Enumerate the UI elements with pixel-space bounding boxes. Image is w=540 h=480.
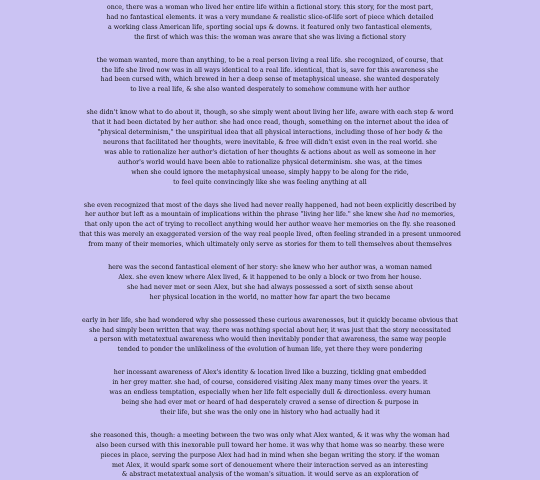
text-line: met Alex, it would spark some sort of denouement where their interaction served as an interesting — [111, 461, 429, 469]
text-line: a working class American life, sporting social ups & downs. it featured only two fantastical elements, — [107, 23, 433, 31]
text-line: their life, but she was the only one in history who had actually had it — [160, 408, 380, 416]
text-line: in her grey matter. she had, of course, considered visiting Alex many many times over the years. it — [112, 379, 428, 387]
text-line: was an endless temptation, especially when her life felt especially dull & directionless. every human — [109, 389, 431, 397]
paragraph-3 — [0, 108, 540, 187]
text-line: Alex. she even knew where Alex lived, & it happened to be only a block or two from her house. — [118, 273, 422, 281]
paragraph-8 — [0, 431, 540, 480]
text-line: was able to rationalize her author's dictation of her thoughts & actions about as well as someone in her — [104, 148, 436, 156]
text-line: she had never met or seen Alex, but she had always possessed a sort of sixth sense about — [127, 283, 413, 291]
text-line: she didn't know what to do about it, though, so she simply went about living her life, aware with each step & word — [86, 109, 454, 117]
text-line: the first of which was this: the woman was aware that she was living a fictional story — [134, 33, 406, 41]
text-line: a person with metatextual awareness who would then inevitably ponder that awareness, the same way people — [93, 336, 447, 344]
text-line: the life she lived now was in all ways identical to a real life. identical, that is, save for this awareness she — [101, 66, 439, 74]
text-line: had no fantastical elements. it was a very mundane & realistic slice-of-life sort of piece which detailed — [106, 13, 434, 21]
text-line: that it had been dictated by her author. she had once read, though, something on the internet about the idea of — [91, 119, 449, 127]
text-line: to live a real life, & she also wanted desperately to somehow commune with her author — [130, 86, 410, 94]
text-line: author's world would have been able to rationalize physical determinism. she was, at the times — [117, 158, 423, 166]
text-line: from many of their memories, which ultimately only serve as stories for them to tell themselves about themselves — [88, 241, 452, 249]
text-line: when she could ignore the metaphysical unease, simply happy to be along for the ride, — [131, 168, 409, 176]
text-line: she even recognized that most of the days she lived had never really happened, had not been explicitly described by — [83, 201, 457, 209]
text-line: early in her life, she had wondered why she possessed these curious awarenesses, but it quickly became obvious that — [82, 316, 458, 324]
text-line: neurons that facilitated her thoughts, were inevitable, & free will didn't exist even in the real world. she — [103, 138, 437, 146]
text-line: her physical location in the world, no matter how far apart the two became — [149, 293, 391, 301]
emphasis-text: had no — [397, 211, 420, 219]
text-line: being she had ever met or heard of had desperately craved a sense of direction & purpose in — [121, 399, 419, 406]
text-line-with-emphasis — [0, 210, 540, 220]
paragraph-1 — [0, 3, 540, 43]
text-segment: her author but left as a mountain of implications within the phrase "living her life." she knew she — [85, 211, 398, 219]
text-line: here was the second fantastical element of her story: she knew who her author was, a woman named — [108, 264, 432, 272]
text-line: once, there was a woman who lived her entire life within a fictional story. this story, for the most part, — [106, 4, 434, 11]
text-line: the woman wanted, more than anything, to be a real person living a real life. she recognized, of course, that — [96, 56, 444, 64]
text-line: also been cursed with this inexorable pull toward her home. it was why that home was so nearby. these were — [95, 441, 445, 449]
text-line: she had simply been written that way. there was nothing special about her, it was just that the story necessitated — [89, 326, 451, 334]
text-line: & abstract metatextual analysis of the woman's situation. it would serve as an exploration of — [121, 471, 419, 479]
text-segment: memories, — [419, 211, 455, 219]
text-line: that only upon the act of trying to recollect anything would her author weave her memories on the fly. she reasoned — [84, 221, 456, 229]
text-line: pieces in place, serving the purpose Alex had had in mind when she began writing the story. if the woman — [100, 451, 440, 459]
text-line: she reasoned this, though: a meeting between the two was only what Alex wanted, & it was why the woman had — [90, 431, 450, 439]
paragraph-2 — [0, 56, 540, 96]
paragraph-4 — [0, 201, 540, 251]
paragraph-6 — [0, 316, 540, 356]
text-line: that this was merely an exaggerated version of the way real people lived, often feeling stranded in a present unmoored — [79, 231, 461, 239]
text-line: had been cursed with, which brewed in her a deep sense of metaphysical unease. she wanted desperately — [100, 76, 440, 84]
text-line: "physical determinism," the unspiritual idea that all physical interactions, including those of her body & the — [97, 129, 443, 137]
text-line: tended to ponder the unlikeliness of the evolution of human life, yet there they were pondering — [117, 346, 423, 354]
text-line: her incessant awareness of Alex's identity & location lived like a buzzing, tickling gnat embedded — [113, 369, 427, 377]
paragraph-7 — [0, 368, 540, 418]
text-line: to feel quite convincingly like she was feeling anything at all — [173, 178, 367, 186]
paragraph-5 — [0, 263, 540, 303]
